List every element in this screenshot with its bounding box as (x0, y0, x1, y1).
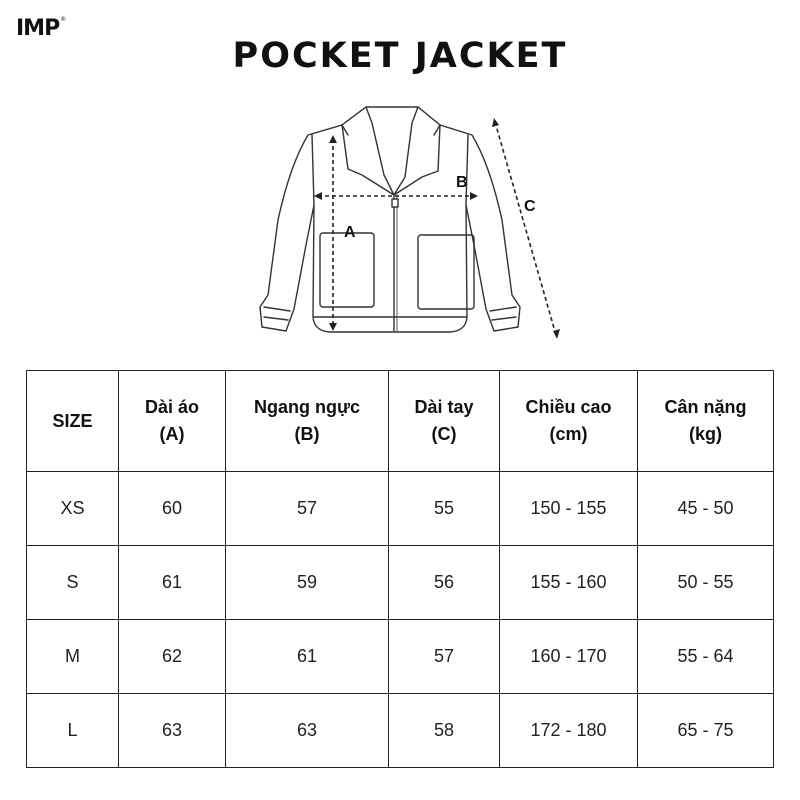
cell-height: 155 - 160 (500, 546, 638, 620)
cell-size: XS (27, 472, 119, 546)
jacket-outline-icon (250, 95, 570, 345)
cell-sleeve: 56 (389, 546, 500, 620)
header-chest: Ngang ngực (B) (226, 371, 389, 472)
cell-weight: 55 - 64 (638, 620, 774, 694)
table-row (27, 694, 774, 768)
label-b: B (456, 174, 468, 191)
cell-chest: 61 (226, 620, 389, 694)
table-row (27, 546, 774, 620)
header-sleeve: Dài tay (C) (389, 371, 500, 472)
cell-length: 61 (119, 546, 226, 620)
header-size: SIZE (27, 371, 119, 472)
header-weight: Cân nặng (kg) (638, 371, 774, 472)
cell-chest: 57 (226, 472, 389, 546)
size-chart-table (26, 370, 774, 768)
label-c: C (524, 198, 536, 215)
cell-chest: 63 (226, 694, 389, 768)
cell-weight: 50 - 55 (638, 546, 774, 620)
cell-sleeve: 58 (389, 694, 500, 768)
cell-sleeve: 57 (389, 620, 500, 694)
cell-length: 62 (119, 620, 226, 694)
cell-height: 160 - 170 (500, 620, 638, 694)
table-row (27, 472, 774, 546)
cell-size: M (27, 620, 119, 694)
cell-weight: 45 - 50 (638, 472, 774, 546)
cell-size: S (27, 546, 119, 620)
cell-length: 60 (119, 472, 226, 546)
cell-length: 63 (119, 694, 226, 768)
cell-height: 150 - 155 (500, 472, 638, 546)
brand-logo: IMP® (16, 16, 66, 41)
cell-chest: 59 (226, 546, 389, 620)
table-row (27, 620, 774, 694)
cell-sleeve: 55 (389, 472, 500, 546)
page-title: POCKET JACKET (232, 36, 568, 76)
cell-height: 172 - 180 (500, 694, 638, 768)
table-header-row (27, 371, 774, 472)
header-height: Chiều cao (cm) (500, 371, 638, 472)
header-length: Dài áo (A) (119, 371, 226, 472)
label-a: A (344, 224, 356, 241)
cell-weight: 65 - 75 (638, 694, 774, 768)
cell-size: L (27, 694, 119, 768)
jacket-measurement-diagram (250, 95, 570, 345)
